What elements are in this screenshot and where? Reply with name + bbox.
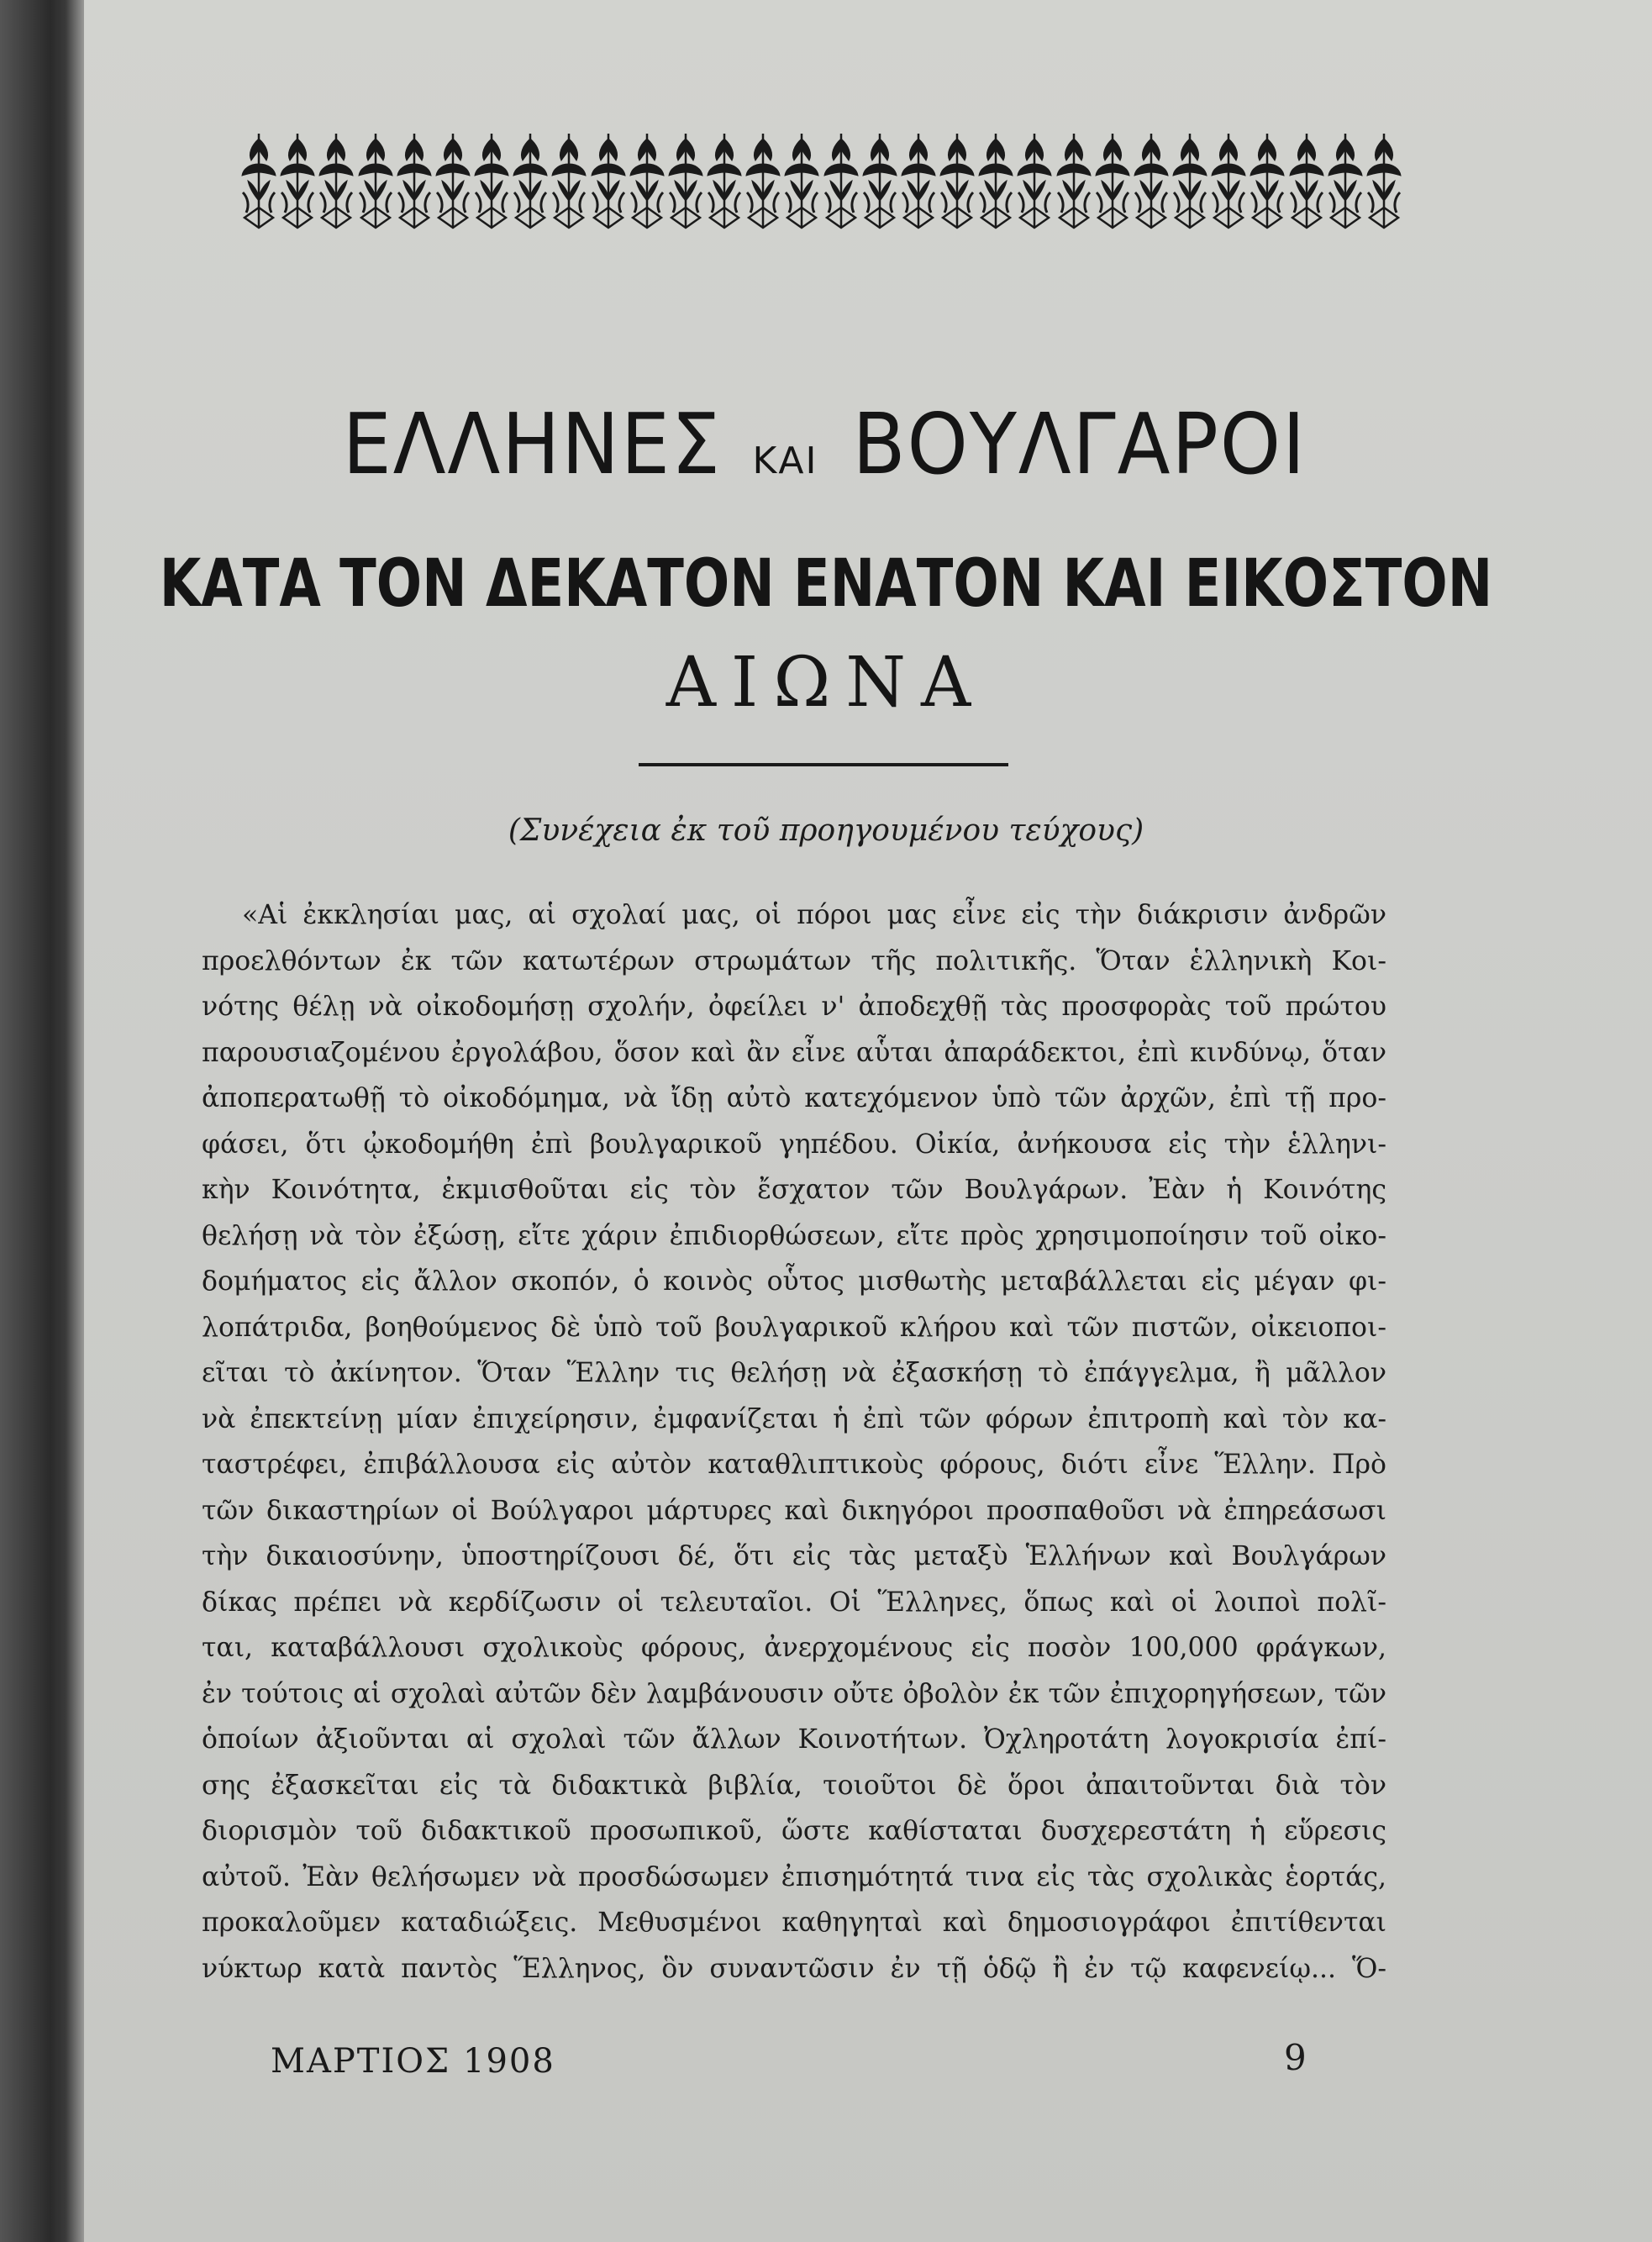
text-line: λοπάτριδα, βοηθούμενος δὲ ὑπὸ τοῦ βουλγαρικοῦ κλήρου καὶ τῶν πιστῶν, οἰκειοποι- [202, 1312, 1386, 1343]
text-line: ἐν τούτοις αἱ σχολαὶ αὐτῶν δὲν λαμβάνουσιν οὔτε ὀβολὸν ἐκ τῶν ἐπιχορηγήσεων, τῶν [202, 1678, 1386, 1709]
fleuron-border-icon [317, 130, 355, 231]
text-line: κὴν Κοινότητα, ἐκμισθοῦται εἰς τὸν ἔσχατον τῶν Βουλγάρων. Ἐὰν ἡ Κοινότης [202, 1175, 1386, 1205]
text-line: ται, καταβάλλουσι σχολικοὺς φόρους, ἀνερχομένους εἰς ποσὸν 100,000 φράγκων, [202, 1633, 1386, 1663]
text-line: νύκτωρ κατὰ παντὸς Ἕλληνος, ὃν συναντῶσιν ἐν τῇ ὁδῷ ἢ ἐν τῷ καφενείῳ... Ὅ- [202, 1953, 1386, 1984]
fleuron-border-icon [1326, 130, 1365, 231]
fleuron-border-icon [1248, 130, 1286, 231]
text-line: διορισμὸν τοῦ διδακτικοῦ προσωπικοῦ, ὥστε καθίσταται δυσχερεστάτη ἡ εὕρεσις [202, 1816, 1386, 1846]
text-line: ταστρέφει, ἐπιβάλλουσα εἰς αὐτὸν καταθλιπτικοὺς φόρους, διότι εἶνε Ἕλλην. Πρὸ [202, 1450, 1386, 1480]
text-line: προελθόντων ἐκ τῶν κατωτέρων στρωμάτων τῆς πολιτικῆς. Ὅταν ἑλληνικὴ Κοι- [202, 945, 1386, 976]
text-line: σης ἐξασκεῖται εἰς τὰ διδακτικὰ βιβλία, τοιοῦτοι δὲ ὅροι ἀπαιτοῦνται διὰ τὸν [202, 1770, 1386, 1801]
fleuron-border-icon [628, 130, 666, 231]
text-line: αὐτοῦ. Ἐὰν θελήσωμεν νὰ προσδώσωμεν ἐπισημότητά τινα εἰς τὰς σχολικὰς ἑορτάς, [202, 1861, 1386, 1892]
text-line: δομήματος εἰς ἄλλον σκοπόν, ὁ κοινὸς οὗτος μισθωτὴς μεταβάλλεται εἰς μέγαν φι- [202, 1266, 1386, 1297]
text-line: τῶν δικαστηρίων οἱ Βούλγαροι μάρτυρες καὶ δικηγόροι προσπαθοῦσι νὰ ἐπηρεάσωσι [202, 1495, 1386, 1526]
fleuron-border-icon [705, 130, 744, 231]
title-connector: ΚΑΙ [752, 439, 818, 482]
fleuron-border-icon [511, 130, 550, 231]
fleuron-border-icon [1209, 130, 1248, 231]
article-body [202, 892, 1386, 1992]
fleuron-border-icon [822, 130, 860, 231]
fleuron-border-icon [976, 130, 1015, 231]
continuation-note: (Συνέχεια ἐκ τοῦ προηγουμένου τεύχους) [508, 813, 1144, 848]
text-line: παρουσιαζομένου ἐργολάβου, ὅσον καὶ ἂν εἶνε αὗται ἀπαράδεκτοι, ἐπὶ κινδύνῳ, ὅταν [202, 1037, 1386, 1068]
title-divider-rule [639, 763, 1008, 766]
fleuron-border-icon [1171, 130, 1209, 231]
text-line: δίκας πρέπει νὰ κερδίζωσιν οἱ τελευταῖοι. Οἱ Ἕλληνες, ὅπως καὶ οἱ λοιποὶ πολῖ- [202, 1587, 1386, 1618]
fleuron-border-icon [278, 130, 317, 231]
text-line: νὰ ἐπεκτείνῃ μίαν ἐπιχείρησιν, ἐμφανίζεται ἡ ἐπὶ τῶν φόρων ἐπιτροπὴ καὶ τὸν κα- [202, 1403, 1386, 1434]
text-line: ὁποίων ἀξιοῦνται αἱ σχολαὶ τῶν ἄλλων Κοινοτήτων. Ὀχληροτάτη λογοκρισία ἐπί- [202, 1724, 1386, 1755]
fleuron-border-icon [1365, 130, 1403, 231]
text-line: προκαλοῦμεν καταδιώξεις. Μεθυσμένοι καθηγηταὶ καὶ δημοσιογράφοι ἐπιτίθενται [202, 1908, 1386, 1938]
ornamental-border [239, 126, 1403, 235]
text-line: ἀποπερατωθῇ τὸ οἰκοδόμημα, νὰ ἴδῃ αὐτὸ κατεχόμενον ὑπὸ τῶν ἀρχῶν, ἐπὶ τῇ προ- [202, 1083, 1386, 1113]
issue-date: ΜΑΡΤΙΟΣ 1908 [271, 2042, 555, 2081]
fleuron-border-icon [589, 130, 628, 231]
fleuron-border-icon [356, 130, 395, 231]
text-line: «Αἱ ἐκκλησίαι μας, αἱ σχολαί μας, οἱ πόροι μας εἶνε εἰς τὴν διάκρισιν ἀνδρῶν [242, 900, 1386, 930]
fleuron-border-icon [860, 130, 899, 231]
fleuron-border-icon [1015, 130, 1054, 231]
article-title-line1 [0, 395, 1652, 493]
fleuron-border-icon [550, 130, 588, 231]
fleuron-border-icon [395, 130, 434, 231]
title-word-hellenes: ΕΛΛΗΝΕΣ [342, 395, 722, 493]
fleuron-border-icon [782, 130, 821, 231]
book-spine-shadow [0, 0, 84, 2242]
text-line: τὴν δικαιοσύνην, ὑποστηρίζουσι δέ, ὅτι εἰς τὰς μεταξὺ Ἑλλήνων καὶ Βουλγάρων [202, 1541, 1386, 1571]
fleuron-border-icon [1055, 130, 1093, 231]
fleuron-border-icon [1287, 130, 1326, 231]
fleuron-border-icon [472, 130, 511, 231]
fleuron-border-icon [899, 130, 938, 231]
fleuron-border-icon [1093, 130, 1132, 231]
text-line: εῖται τὸ ἀκίνητον. Ὅταν Ἕλλην τις θελήσῃ νὰ ἐξασκήσῃ τὸ ἐπάγγελμα, ἢ μᾶλλον [202, 1358, 1386, 1388]
article-title-line3: ΑΙΩΝΑ [666, 643, 986, 723]
fleuron-border-icon [434, 130, 472, 231]
text-line: φάσει, ὅτι ᾠκοδομήθη ἐπὶ βουλγαρικοῦ γηπέδου. Οἰκία, ἀνήκουσα εἰς τὴν ἑλληνι- [202, 1129, 1386, 1160]
fleuron-border-icon [239, 130, 278, 231]
fleuron-border-icon [666, 130, 705, 231]
title-word-voulgaroi: ΒΟΥΛΓΑΡΟΙ [852, 395, 1307, 493]
fleuron-border-icon [1132, 130, 1171, 231]
page-number: 9 [1284, 2037, 1307, 2078]
text-line: θελήσῃ νὰ τὸν ἐξώσῃ, εἴτε χάριν ἐπιδιορθώσεων, εἴτε πρὸς χρησιμοποίησιν τοῦ οἰκο- [202, 1220, 1386, 1251]
text-line: νότης θέλῃ νὰ οἰκοδομήσῃ σχολήν, ὀφείλει ν' ἀποδεχθῇ τὰς προσφορὰς τοῦ πρώτου [202, 992, 1386, 1022]
article-title-line2: ΚΑΤΑ ΤΟΝ ΔΕΚΑΤΟΝ ΕΝΑΤΟΝ ΚΑΙ ΕΙΚΟΣΤΟΝ [159, 546, 1493, 622]
fleuron-border-icon [744, 130, 782, 231]
fleuron-border-icon [938, 130, 976, 231]
